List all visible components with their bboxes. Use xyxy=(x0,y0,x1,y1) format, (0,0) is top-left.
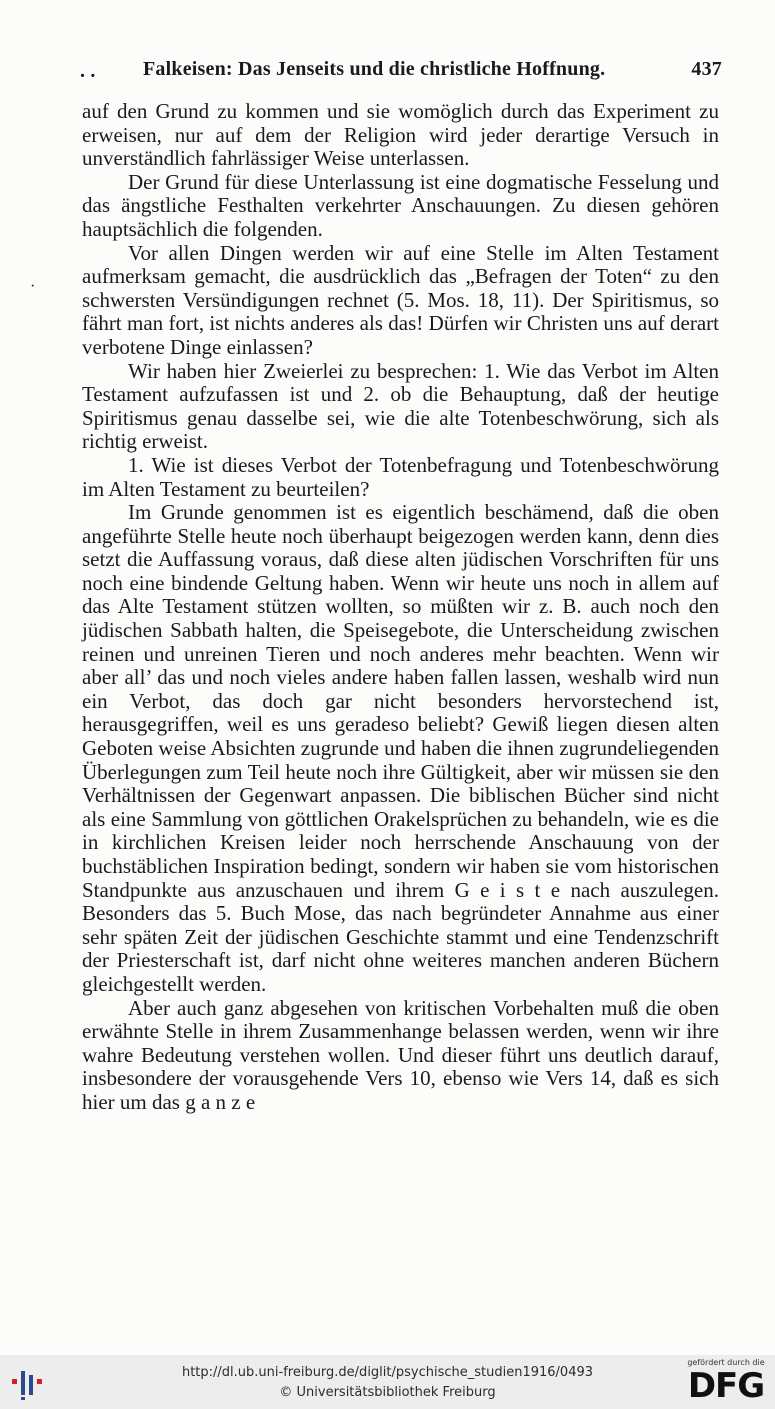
paragraph: Der Grund für diese Unterlassung ist eine dogmatische Fesselung und das ängstliche Festhalten verkehrter Anschauungen. Zu diesen gehören hauptsächlich die folgenden. xyxy=(82,169,719,241)
header-dots: . . xyxy=(80,60,96,82)
paragraph: 1. Wie ist dieses Verbot der Totenbefragung und Totenbeschwörung im Alten Testament zu beurteilen? xyxy=(82,452,719,501)
paragraph: Aber auch ganz abgesehen von kritischen Vorbehalten muß die oben erwähnte Stelle in ihrem Zusammenhange belassen werden, wenn wir ihre wahre Bedeutung verstehen wollen. Und dieser führt uns deutlich darauf, insbesondere der vorausgehende Vers 10, ebenso wie Vers 14, daß es sich hier um das g a n z e xyxy=(82,995,719,1114)
paragraph: Im Grunde genommen ist es eigentlich beschämend, daß die oben angeführte Stelle heute noch überhaupt beigezogen werden kann, denn dies setzt die Auffassung voraus, daß diese alten jüdischen Vorschriften für uns noch eine bindende Geltung haben. Wenn wir heute uns noch in allem auf das Alte Testament stützen wollten, so müßten wir z. B. auch noch den jüdischen Sabbath halten, die Speisegebote, die Unterscheidung zwischen reinen und unreinen Tieren und noch anderes mehr beachten. Wenn wir aber all’ das und noch vieles andere haben fallen lassen, weshalb wird nun ein Verbot, das doch gar nicht besonders hervorstechend ist, herausgegriffen, weil es uns geradeso beliebt? Gewiß liegen diesen alten Geboten weise Absichten zugrunde und haben die ihnen zugrundeliegenden Überlegungen zum Teil heute noch ihre Gültigkeit, aber wir müssen sie den Verhältnissen der Gegenwart anpassen. Die biblischen Bücher sind nicht als eine Sammlung von göttlichen Orakelsprüchen zu behandeln, wie es die in kirchlichen Kreisen leider noch herrschende Anschauung von der buchstäblichen Inspiration bedingt, sondern wir haben sie vom historischen Standpunkte aus anzuschauen und ihrem G e i s t e nach auszulegen. Besonders das 5. Buch Mose, das nach begründeter Annahme aus einer sehr späten Zeit der jüdischen Geschichte stammt und eine Tendenzschrift der Priesterschaft ist, darf nicht ohne weiteres manchen anderen Büchern gleichgestellt werden. xyxy=(82,500,719,996)
running-title: Falkeisen: Das Jenseits und die christliche Hoffnung. xyxy=(143,58,606,80)
body-text xyxy=(82,100,719,1115)
paragraph: auf den Grund zu kommen und sie womöglich durch das Experiment zu erweisen, nur auf dem der Religion wird jeder derartige Versuch in unverständlich fahrlässiger Weise unterlassen. xyxy=(82,99,719,171)
running-header xyxy=(80,58,722,86)
paragraph: Wir haben hier Zweierlei zu besprechen: 1. Wie das Verbot im Alten Testament aufzufassen ist und 2. ob die Behauptung, daß der heutige Spiritismus genau dasselbe sei, wie die alte Totenbeschwörung, sich als richtig erweist. xyxy=(82,358,719,454)
dfg-mark: DFG xyxy=(687,1366,765,1406)
permalink-url[interactable]: http://dl.ub.uni-freiburg.de/diglit/psychische_studien1916/0493 xyxy=(181,1365,594,1380)
paragraph: Vor allen Dingen werden wir auf eine Stelle im Alten Testament aufmerksam gemacht, die ausdrücklich das „Befragen der Toten“ zu den schwersten Versündigungen rechnet (5. Mos. 18, 11). Der Spiritismus, so fährt man fort, ist nichts anderes als das! Dürfen wir Christen uns auf derart verbotene Dinge einlassen? xyxy=(82,240,719,359)
margin-mark: · xyxy=(30,278,36,295)
dfg-tagline: gefördert durch die xyxy=(687,1358,765,1367)
page-number: 437 xyxy=(691,58,722,80)
dfg-logo xyxy=(685,1358,767,1406)
copyright-notice: © Universitätsbibliothek Freiburg xyxy=(279,1385,496,1400)
viewer-footer xyxy=(0,1355,775,1409)
